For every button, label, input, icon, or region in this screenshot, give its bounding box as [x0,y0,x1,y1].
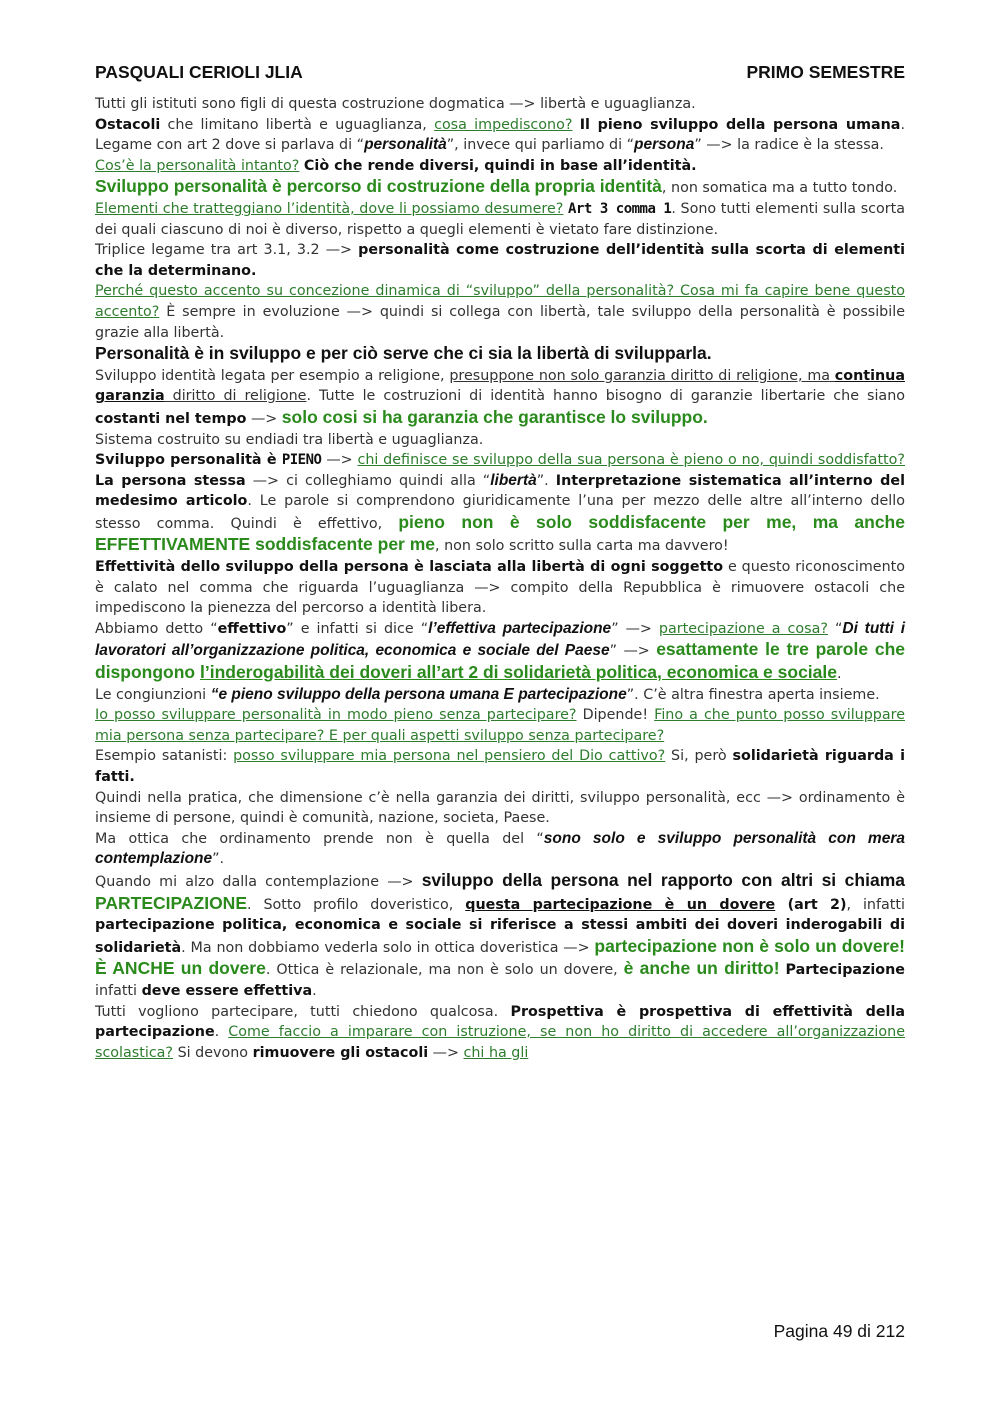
paragraph: Esempio satanisti: posso sviluppare mia persona nel pensiero del Dio cattivo? Si, però solidarietà riguarda i fatti. [95,748,905,785]
question: posso sviluppare mia persona nel pensiero del Dio cattivo? [233,748,666,765]
paragraph: Tutti gli istituti sono figli di questa costruzione dogmatica —> libertà e uguaglianza. [95,96,696,112]
page-header [95,62,905,86]
highlight: Sviluppo personalità è percorso di costruzione della propria identità [95,176,662,197]
page-number: Pagina 49 di 212 [773,1321,905,1341]
highlight: partecipazione non è solo un dovere! È ANCHE un dovere [95,935,906,979]
highlight: l’inderogabilità dei doveri all’art 2 di solidarietà politica, economica e sociale [199,662,837,683]
highlight: PARTECIPAZIONE [95,892,247,913]
paragraph: Quindi nella pratica, che dimensione c’è nella garanzia dei diritti, sviluppo personalità, ecc —> ordinamento è insieme di persone, quindi è comunità, nazione, societa, Paese. [95,789,905,827]
key-statement: Personalità è in sviluppo e per ciò serve che ci sia la libertà di svilupparla. [95,343,712,364]
paragraph: Abbiamo detto “effettivo” e infatti si dice “l’effettiva partecipazione” —> partecipazione a cosa? “Di tutti i lavoratori all’organizzazione politica, economica e sociale del Paese” —> esattamente le tre parole che dispongono l’inderogabilità dei doveri all’art 2 di solidarietà politica, economica e sociale. [95,619,906,683]
semester-label: PRIMO SEMESTRE [746,62,905,82]
paragraph: Quando mi alzo dalla contemplazione —> sviluppo della persona nel rapporto con altri si chiama PARTECIPAZIONE. Sotto profilo doveristico, questa partecipazione è un dovere (art 2), infatti partecipazione politica, economica e sociale si riferisce a stessi ambiti dei doveri inderogabili di solidarietà. Ma non dobbiamo vederla solo in ottica doveristica —> partecipazione non è solo un dovere! È ANCHE un dovere. Ottica è relazionale, ma non è solo un dovere, è anche un diritto! Partecipazione infatti deve essere effettiva. [95,869,906,999]
paragraph: Tutti vogliono partecipare, tutti chiedono qualcosa. Prospettiva è prospettiva di effettività della partecipazione. Come faccio a imparare con istruzione, se non ho diritto di accedere all’organizzazione scolastica? Si devono rimuovere gli ostacoli —> chi ha gli [95,1003,906,1061]
handwritten-reference: Art 3 comma 1 [568,200,672,217]
question: chi definisce se sviluppo della sua persona è pieno o no, quindi soddisfatto? [357,452,905,469]
highlight: esattamente le tre parole che dispongono [95,639,905,683]
question: Io posso sviluppare personalità in modo pieno senza partecipare? [95,707,577,724]
question: Cos’è la personalità intanto? [95,157,300,174]
paragraph: Sviluppo personalità è PIENO —> chi definisce se sviluppo della sua persona è pieno o no, quindi soddisfatto? La persona stessa —> ci colleghiamo quindi alla “libertà”. Interpretazione sistematica all’interno del medesimo articolo. Le parole si comprendono giuridicamente l’una per mezzo delle altre all’interno dello stesso comma. Quindi è effettivo, pieno non è solo soddisfacente per me, ma anche EFFETTIVAMENTE soddisfacente per me, non solo scritto sulla carta ma davvero! [95,452,906,555]
question: Perché questo accento su concezione dinamica di “sviluppo” della personalità? Cosa mi fa capire bene questo accento? [95,283,905,320]
highlight: è anche un diritto! [623,958,780,979]
question: Come faccio a imparare con istruzione, se non ho diritto di accedere all’organizzazione scolastica? [95,1024,906,1061]
author-name: PASQUALI CERIOLI JLIA [95,62,303,82]
question: partecipazione a cosa? [658,620,828,637]
paragraph: Effettività dello sviluppo della persona è lasciata alla libertà di ogni soggetto e questo riconoscimento è calato nel comma che riguarda l’uguaglianza —> compito della Repubblica è rimuovere ostacoli che impediscono la pienezza del percorso a identità libera. [95,559,905,617]
paragraph: Triplice legame tra art 3.1, 3.2 —> personalità come costruzione dell’identità sulla scorta di elementi che la determinano. [95,242,905,279]
question: Fino a che punto posso sviluppare mia persona senza partecipare? E per quali aspetti sviluppo senza partecipare? [95,707,905,744]
highlight: pieno non è solo soddisfacente per me, ma anche EFFETTIVAMENTE soddisfacente per me [95,511,905,555]
question: cosa impediscono? [434,116,573,133]
paragraph [95,343,905,366]
paragraph: Io posso sviluppare personalità in modo pieno senza partecipare? Dipende! Fino a che punto posso sviluppare mia persona senza partecipare? E per quali aspetti sviluppo senza partecipare? [95,707,905,744]
paragraph: Sviluppo identità legata per esempio a religione, presuppone non solo garanzia diritto di religione, ma continua garanzia diritto di religione. Tutte le costruzioni di identità hanno bisogno di garanzie libertarie che siano costanti nel tempo —> solo cosi si ha garanzia che garantisce lo sviluppo. [95,367,905,427]
paragraph: Perché questo accento su concezione dinamica di “sviluppo” della personalità? Cosa mi fa capire bene questo accento? È sempre in evoluzione —> quindi si collega con libertà, tale sviluppo della personalità è possibile grazie alla libertà. [95,283,905,341]
paragraph: Ma ottica che ordinamento prende non è quella del “sono solo e sviluppo personalità con mera contemplazione”. [95,829,905,868]
notes-body [95,94,905,1063]
paragraph: Elementi che tratteggiano l’identità, dove li possiamo desumere? Art 3 comma 1. Sono tutti elementi sulla scorta dei quali ciascuno di noi è diverso, rispetto a quegli elementi è vietato fare distinzione. [95,200,905,238]
paragraph: Ostacoli che limitano libertà e uguaglianza, cosa impediscono? Il pieno sviluppo della persona umana. Legame con art 2 dove si parlava di “personalità”, invece qui parliamo di “persona” —> la radice è la stessa. [95,116,905,154]
paragraph: Sviluppo personalità è percorso di costruzione della propria identità, non somatica ma a tutto tondo. [95,176,898,197]
question: Elementi che tratteggiano l’identità, dove li possiamo desumere? [95,200,564,217]
question: chi ha gli [463,1044,529,1061]
paragraph: Le congiunzioni “e pieno sviluppo della persona umana E partecipazione”. C’è altra finestra aperta insieme. [95,685,880,703]
paragraph: Cos’è la personalità intanto? Ciò che rende diversi, quindi in base all’identità. [95,157,697,174]
highlight: solo cosi si ha garanzia che garantisce lo sviluppo. [281,406,708,427]
handwritten-word: PIENO [281,452,322,469]
paragraph: Sistema costruito su endiadi tra libertà e uguaglianza. [95,431,484,448]
